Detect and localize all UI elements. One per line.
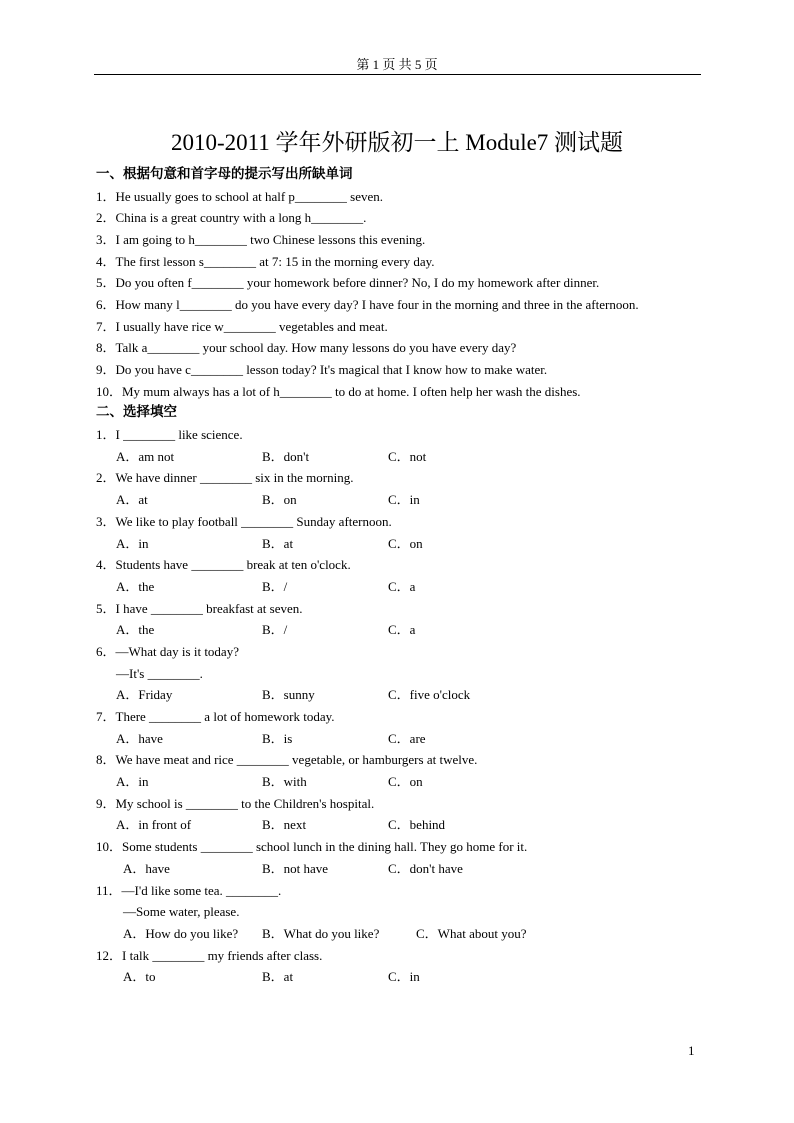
option-c: C．not xyxy=(388,448,427,464)
header-divider xyxy=(94,74,701,75)
document-body xyxy=(96,164,706,988)
option-b: B．next xyxy=(262,817,307,833)
option-c: C．in xyxy=(388,492,420,508)
answer-options xyxy=(96,923,706,945)
document-title: 2010-2011 学年外研版初一上 Module7 测试题 xyxy=(170,130,624,155)
option-a: A．have xyxy=(116,730,163,746)
answer-options xyxy=(96,771,706,793)
option-a: A．have xyxy=(123,860,170,876)
option-c: C．five o'clock xyxy=(388,687,471,703)
option-b: B．don't xyxy=(262,448,310,464)
answer-options xyxy=(96,576,706,598)
option-a: A．the xyxy=(116,622,155,638)
option-c: C．in xyxy=(388,969,420,985)
option-b: B．sunny xyxy=(262,687,315,703)
fill-blank-item: 6．How many l________ do you have every day? I have four in the morning and three in the afternoon. xyxy=(96,297,639,313)
option-a: A．to xyxy=(123,969,156,985)
answer-options xyxy=(96,533,706,555)
question-stem: 10．Some students ________ school lunch in the dining hall. They go home for it. xyxy=(96,839,528,855)
option-c: C．behind xyxy=(388,817,446,833)
option-b: B．What do you like? xyxy=(262,925,380,941)
option-b: B．is xyxy=(262,730,293,746)
fill-blank-item: 7．I usually have rice w________ vegetables and meat. xyxy=(96,318,388,334)
option-a: A．Friday xyxy=(116,687,173,703)
option-a: A．am not xyxy=(116,448,175,464)
answer-options xyxy=(96,489,706,511)
answer-options xyxy=(96,446,706,468)
question-stem: 8．We have meat and rice ________ vegetable, or hamburgers at twelve. xyxy=(96,752,478,768)
page-header-label: 第 1 页 共 5 页 xyxy=(356,57,438,72)
option-a: A．the xyxy=(116,578,155,594)
option-b: B．with xyxy=(262,774,307,790)
answer-options xyxy=(96,858,706,880)
option-b: B．at xyxy=(262,535,294,551)
option-a: A．in front of xyxy=(116,817,192,833)
question-stem: 3．We like to play football ________ Sunday afternoon. xyxy=(96,513,392,529)
section-1-heading: 一、根据句意和首字母的提示写出所缺单词 xyxy=(96,166,353,182)
question-stem: 5．I have ________ breakfast at seven. xyxy=(96,600,303,616)
answer-options xyxy=(96,966,706,988)
question-stem-continued: —It's ________. xyxy=(116,665,203,681)
option-b: B．on xyxy=(262,492,297,508)
option-a: A．in xyxy=(116,535,149,551)
option-c: C．a xyxy=(388,622,416,638)
question-stem-continued: —Some water, please. xyxy=(123,904,240,920)
option-a: A．at xyxy=(116,492,148,508)
fill-blank-item: 9．Do you have c________ lesson today? It's magical that I know how to make water. xyxy=(96,362,548,378)
option-c: C．don't have xyxy=(388,860,463,876)
option-c: C．are xyxy=(388,730,426,746)
answer-options xyxy=(96,814,706,836)
fill-blank-item: 10．My mum always has a lot of h________ to do at home. I often help her wash the dishes. xyxy=(96,383,581,399)
fill-blank-item: 1．He usually goes to school at half p________ seven. xyxy=(96,188,384,204)
option-c: C．on xyxy=(388,774,423,790)
page-number: 1 xyxy=(688,1043,695,1058)
option-a: A．How do you like? xyxy=(123,925,239,941)
answer-options xyxy=(96,619,706,641)
question-stem: 11．—I'd like some tea. ________. xyxy=(96,882,282,898)
option-a: A．in xyxy=(116,774,149,790)
section-2-heading: 二、选择填空 xyxy=(96,404,177,421)
answer-options xyxy=(96,728,706,750)
option-b: B．not have xyxy=(262,860,329,876)
fill-blank-item: 3．I am going to h________ two Chinese lessons this evening. xyxy=(96,231,426,247)
question-stem: 4．Students have ________ break at ten o'clock. xyxy=(96,557,351,573)
fill-blank-item: 5．Do you often f________ your homework before dinner? No, I do my homework after dinner. xyxy=(96,275,600,291)
fill-blank-item: 2．China is a great country with a long h________. xyxy=(96,210,367,226)
question-stem: 9．My school is ________ to the Children's hospital. xyxy=(96,795,375,811)
option-c: C．a xyxy=(388,578,416,594)
fill-blank-item: 8．Talk a________ your school day. How many lessons do you have every day? xyxy=(96,340,517,356)
question-stem: 2．We have dinner ________ six in the morning. xyxy=(96,470,354,486)
fill-blank-item: 4．The first lesson s________ at 7: 15 in the morning every day. xyxy=(96,253,435,269)
option-b: B．/ xyxy=(262,578,288,594)
option-c: C．on xyxy=(388,535,423,551)
answer-options xyxy=(96,684,706,706)
question-stem: 1．I ________ like science. xyxy=(96,427,243,443)
question-stem: 7．There ________ a lot of homework today. xyxy=(96,709,335,724)
question-stem: 6．—What day is it today? xyxy=(96,643,239,659)
question-stem: 12．I talk ________ my friends after class. xyxy=(96,947,323,963)
option-b: B．/ xyxy=(262,622,288,638)
option-c: C．What about you? xyxy=(416,925,527,941)
option-b: B．at xyxy=(262,969,294,985)
